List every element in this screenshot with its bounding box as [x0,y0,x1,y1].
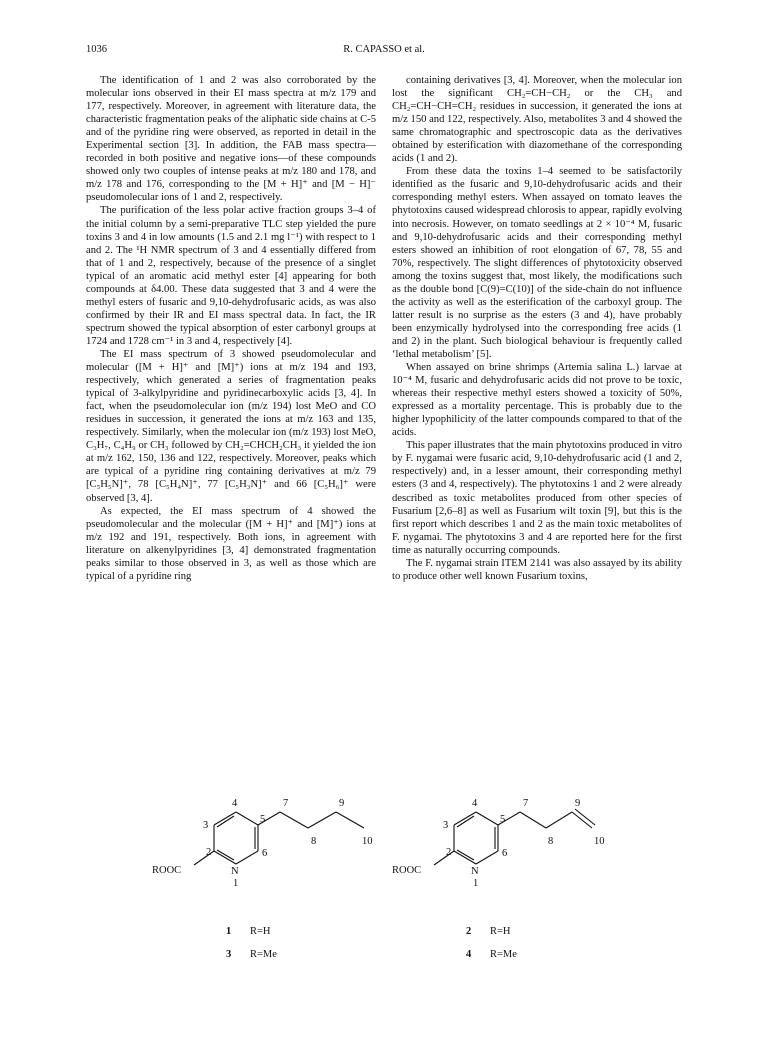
paragraph: When assayed on brine shrimps (Artemia salina L.) larvae at 10⁻⁴ M, fusaric and dehydrofusaric acids did not prove to be toxic, whereas their respective methyl esters showed a toxicity of 50%, expressed as a mortality percentage. This is probably due to the higher lypophilicity of the latter compounds compared to that of the acids. [392,362,682,439]
atom-label: 2 [206,847,212,858]
compound-r: R=Me [490,949,517,960]
structure-left [194,812,364,865]
atom-label: 2 [446,847,452,858]
chain-label: 7 [523,798,529,809]
paragraph: The EI mass spectrum of 3 showed pseudomolecular and molecular ([M + H]⁺ and [M]⁺) ions at m/z 194 and 193, respectively, which generated a series of fragmentation peaks typical of 3-alkylpyridine and pyridinecarboxylic acids [3, 4]. In fact, when the pseudomolecular ion (m/z 194) lost MeO and CO residues in succession, it generated the ions at m/z 163 and 135, respectively. Similarly, when the molecular ion (m/z 193) lost MeO, C₃H₇, C₄H₉ or CH₃ followed by CH₂=CHCH₂CH₃ it yielded the ion at m/z 162, 150, 136 and 122, respectively. Moreover, peaks which are typical of a pyridine ring containing derivatives at m/z 79 [C₅H₅N]⁺, 78 [C₅H₄N]⁺, 77 [C₅H₃N]⁺ and 66 [C₅H₆]⁺ were observed [3, 4]. [86,348,376,504]
chain-label: 10 [362,836,373,847]
paragraph: The identification of 1 and 2 was also corroborated by the molecular ions observed in their EI mass spectra at m/z 179 and 177, respectively. Moreover, in agreement with literature data, the characteristic fragmentation peaks of the aliphatic side chains at C-5 and of the pyridine ring were observed, as reported in detail in the Experimental section [3]. In addition, the FAB mass spectra—recorded in both positive and negative ions—of these compounds showed only two couples of intense peaks at m/z 180 and 178, and m/z 178 and 176, corresponding to the [M + H]⁺ and [M − H]⁻ pseudomolecular ions of 1 and 2, respectively. [86,75,376,204]
page-header [86,44,682,60]
body-columns [86,74,682,724]
paragraph: As expected, the EI mass spectrum of 4 showed the pseudomolecular and the molecular ([M + H]⁺ and [M]⁺) ions at m/z 192 and 191, respectively. Both ions, in agreement with literature on alkenylpyridines [3, 4] demonstrated fragmentation peaks similar to those observed in 3, as well as those which are typical of a pyridine ring [86,505,376,582]
atom-label: 6 [262,848,268,859]
atom-label: 5 [500,814,506,825]
atom-label: 5 [260,814,266,825]
left-column [86,74,376,724]
atom-label: 1 [473,878,479,889]
substituent-label: ROOC [392,865,422,876]
paragraph: The F. nygamai strain ITEM 2141 was also assayed by its ability to produce other well known Fusarium toxins, [392,557,682,582]
compound-number: 2 [466,926,472,937]
chain-label: 9 [575,798,581,809]
structure-right [434,809,595,865]
chain-label: 8 [311,836,317,847]
compound-number: 1 [226,926,232,937]
right-column [392,74,682,724]
atom-label: 1 [233,878,239,889]
atom-label: 6 [502,848,508,859]
compound-r: R=H [490,926,511,937]
running-head: R. CAPASSO et al. [343,44,425,55]
nitrogen-label: N [231,866,239,877]
chain-label: 8 [548,836,554,847]
structure-right-labels [392,798,605,960]
compound-number: 3 [226,949,232,960]
atom-label: 3 [203,820,209,831]
page-number: 1036 [86,44,107,55]
compound-r: R=Me [250,949,277,960]
paragraph: This paper illustrates that the main phytotoxins produced in vitro by F. nygamai were fusaric acid, 9,10-dehydrofusaric acid (1 and 2, respectively) and, in a lesser amount, their corresponding methyl esters (3 and 4, respectively). The phytotoxins 1 and 2 were already described as toxic metabolites produced from other species of Fusarium [2,6–8] as well as Fusarium wilt toxin [9], but this is the first report which describes 1 and 2 as the main toxic metabolites of F. nygamai. The phytotoxins 3 and 4 are reported here for the first time as naturally occurring compounds. [392,440,682,556]
paragraph: From these data the toxins 1–4 seemed to be satisfactorily identified as the fusaric and 9,10-dehydrofusaric acids and their corresponding methyl esters. When assayed on tomato leaves the phytotoxins caused widespread chlorosis to appear, rapidly evolving into necrosis. However, on tomato seedlings at 2 × 10⁻⁴ M, fusaric and 9,10-dehydrofusaric acids and their corresponding methyl esters showed an inhibition of root elongation of 67, 78, 55 and 70%, respectively. The slight differences of phytotoxicity observed among the toxins suggest that, most likely, the modifications such as the double bond [C(9)=C(10)] of the side-chain do not influence the activity as well as the esterification of the carboxyl group. The latter result is no surprise as the esters (3 and 4), have probably been enzymically hydrolysed into the corresponding free acids (1 and 2) in the plant. Such biological behaviour is frequently called ‘lethal metabolism’ [5]. [392,166,682,360]
substituent-label: ROOC [152,865,182,876]
structures-svg [140,770,700,970]
compound-number: 4 [466,949,472,960]
atom-label: 3 [443,820,449,831]
atom-label: 4 [472,798,478,809]
chain-label: 7 [283,798,289,809]
structure-left-labels [152,798,373,960]
chain-label: 9 [339,798,345,809]
chain-label: 10 [594,836,605,847]
paragraph: containing derivatives [3, 4]. Moreover, when the molecular ion lost the significant CH₂=CH−CH₂ or the CH₃ and CH₂=CH−CH=CH₂ residues in succession, it generated the ions at m/z 150 and 122, respectively. Also, metabolites 3 and 4 showed the same chromatographic and spectroscopic data as the derivatives obtained by esterification with diazomethane of the corresponding acids (1 and 2). [392,75,682,165]
compound-r: R=H [250,926,271,937]
chemical-structures-figure [140,770,700,970]
nitrogen-label: N [471,866,479,877]
atom-label: 4 [232,798,238,809]
paragraph: The purification of the less polar active fraction groups 3–4 of the initial column by a semi-preparative TLC step yielded the pure toxins 3 and 4 in low amounts (1.5 and 2.1 mg l⁻¹) with respect to 1 and 2. The ¹H NMR spectrum of 3 and 4 essentially differed from that of 1 and 2, respectively, because of the presence of a singlet typical of an aromatic acid methyl ester [4] appearing for both compounds at δ4.00. These data suggested that 3 and 4 were the methyl esters of fusaric and 9,10-dehydrofusaric acids, as was also confirmed by their IR and EI mass spectral data. In fact, the IR spectrum showed the typical absorption of ester carbonyl groups at 1724 and 1728 cm⁻¹ in 3 and 4, respectively [4]. [86,205,376,347]
